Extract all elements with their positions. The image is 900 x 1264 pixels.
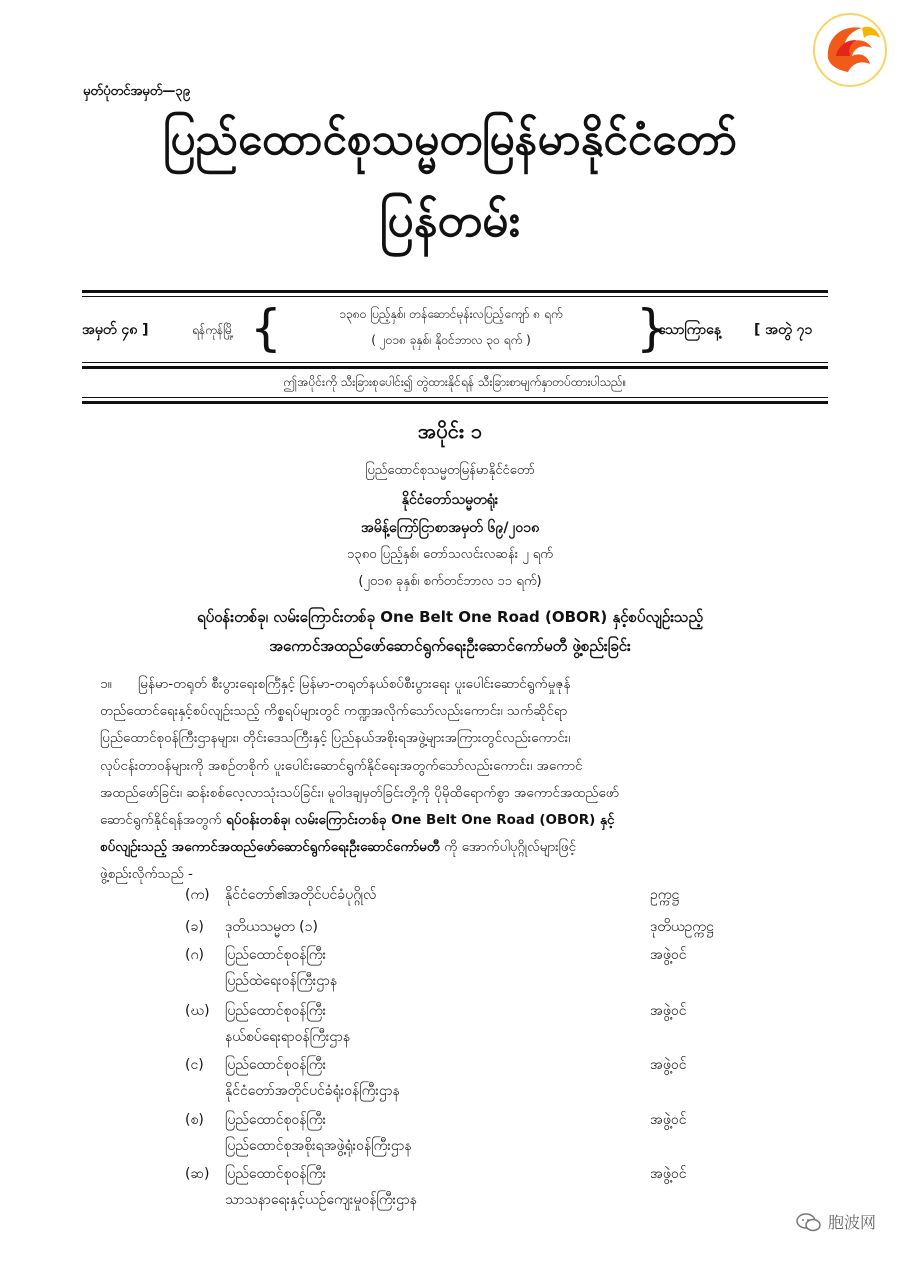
member-role: အဖွဲ့ဝင် (650, 947, 687, 963)
member-role: ဥက္ကဋ္ဌ (650, 887, 680, 903)
date-myanmar: ၁၃၈၀ ပြည့်နှစ်၊ တန်ဆောင်မုန်းလပြည့်ကျော် ၈ ရက် (339, 307, 563, 321)
member-label: (စ) (185, 1112, 204, 1128)
member-title: ပြည်ထောင်စုဝန်ကြီး (225, 947, 327, 963)
issue-number: အမှတ် ၄၈ ] (82, 322, 149, 338)
rule-top-thick (82, 290, 828, 293)
member-title: ပြည်ထောင်စုဝန်ကြီး (225, 1003, 327, 1019)
member-label: (င) (185, 1057, 204, 1073)
member-ministry: နိုင်ငံတော်အတိုင်ပင်ခံရုံးဝန်ကြီးဌာန (225, 1083, 400, 1099)
paragraph-bold-text: စပ်လျဉ်းသည့် အကောင်အထည်ဖော်ဆောင်ရွက်ရေးဦးဆောင်ကော်မတီ (100, 839, 440, 856)
date-gregorian: ( ၂၀၁၈ ခုနှစ်၊ နိုဝင်ဘာလ ၃၀ ရက် ) (371, 333, 531, 347)
paragraph-line: လုပ်ငန်းတာဝန်များကို အစဉ်တစိုက် ပူးပေါင်းဆောင်ရွက်နိုင်ရေးအတွက်သော်လည်းကောင်း၊ အကောင် (100, 757, 583, 774)
member-title: နိုင်ငံတော်၏အတိုင်ပင်ခံပုဂ္ဂိုလ် (225, 887, 377, 903)
member-role: အဖွဲ့ဝင် (650, 1057, 687, 1073)
paragraph-bold-text: ရပ်ဝန်းတစ်ခု၊ လမ်းကြောင်းတစ်ခု One Belt One Road (OBOR) နှင့် (226, 812, 615, 829)
gazette-title: ပြည်ထောင်စုသမ္မတမြန်မာနိုင်ငံတော် (162, 114, 738, 165)
gazette-subtitle: ပြန်တမ်း (379, 193, 521, 247)
member-ministry: ပြည်ထောင်စုအစိုးရအဖွဲ့ရုံးဝန်ကြီးဌာန (225, 1138, 412, 1154)
paragraph-line: ဖွဲ့စည်းလိုက်သည် - (100, 866, 193, 883)
left-brace: { (250, 299, 282, 357)
document-title-line2: အကောင်အထည်ဖော်ဆောင်ရွက်ရေးဦးဆောင်ကော်မတီ ဖွဲ့စည်းခြင်း (269, 637, 631, 655)
paragraph-line: ကို အောက်ပါပုဂ္ဂိုလ်များဖြင့် (444, 839, 577, 856)
member-role: အဖွဲ့ဝင် (650, 1003, 687, 1019)
paragraph-1 (100, 671, 800, 889)
member-label: (ဂ) (185, 947, 204, 963)
member-title: ပြည်ထောင်စုဝန်ကြီး (225, 1166, 327, 1182)
separate-page-notice: ဤအပိုင်းကို သီးခြားစုပေါင်း၍ တွဲထားနိုင်ရန် သီးခြားစာမျက်နှာတပ်ထားပါသည်။ (283, 375, 627, 389)
registration-number: မှတ်ပုံတင်အမှတ်—၃၉ (83, 84, 191, 99)
paragraph-number: ၁။ (100, 676, 112, 692)
rule-mid-thin (82, 362, 828, 363)
member-label: (ဃ) (185, 1003, 210, 1019)
document-title-line1: ရပ်ဝန်းတစ်ခု၊ လမ်းကြောင်းတစ်ခု One Belt One Road (OBOR) နှင့်စပ်လျဉ်းသည့် (196, 608, 704, 626)
paragraph-line: အထည်ဖော်ခြင်း၊ ဆန်းစစ်လေ့လာသုံးသပ်ခြင်း၊ မူဝါဒချမှတ်ခြင်းတို့ကို ပိုမိုထိရောက်စွာ အကောင်အထည်ဖော် (100, 784, 620, 801)
member-role: ဒုတိယဥက္ကဋ္ဌ (650, 919, 714, 935)
member-title: ဒုတိယသမ္မတ (၁) (225, 919, 318, 935)
member-role: အဖွဲ့ဝင် (650, 1112, 687, 1128)
heading-order-number: အမိန့်ကြော်ငြာစာအမှတ် ၆၉/၂၀၁၈ (360, 520, 540, 536)
member-ministry: ပြည်ထဲရေးဝန်ကြီးဌာန (225, 973, 338, 989)
member-label: (က) (185, 887, 210, 903)
paragraph-line: တည်ထောင်ရေးနှင့်စပ်လျဉ်းသည့် ကိစ္စရပ်များတွင် ကဏ္ဍအလိုက်သော်လည်းကောင်း၊ သက်ဆိုင်ရာ (100, 703, 568, 720)
member-title: ပြည်ထောင်စုဝန်ကြီး (225, 1112, 327, 1128)
phoenix-logo-icon (808, 8, 892, 92)
heading-state: ပြည်ထောင်စုသမ္မတမြန်မာနိုင်ငံတော် (365, 463, 535, 478)
rule-bottom-thin (82, 397, 828, 398)
member-ministry: သာသနာရေးနှင့်ယဉ်ကျေးမှုဝန်ကြီးဌာန (225, 1192, 417, 1208)
volume-number: [ အတွဲ ၇၁ (754, 322, 813, 338)
weekday: သောကြာနေ့ (658, 322, 721, 338)
heading-date-myanmar: ၁၃၈၀ ပြည့်နှစ်၊ တော်သလင်းလဆန်း ၂ ရက် (347, 547, 553, 562)
member-label: (ခ) (185, 919, 204, 935)
member-ministry: နယ်စပ်ရေးရာဝန်ကြီးဌာန (225, 1029, 351, 1045)
rule-mid-thick (82, 366, 828, 369)
heading-office: နိုင်ငံတော်သမ္မတရုံး (401, 492, 499, 508)
rule-top-thin (82, 296, 828, 297)
rule-bottom-thick (82, 401, 828, 404)
watermark-text: 胞波网 (827, 1212, 876, 1232)
member-role: အဖွဲ့ဝင် (650, 1166, 687, 1182)
paragraph-line: ပြည်ထောင်စုဝန်ကြီးဌာနများ၊ တိုင်းဒေသကြီးနှင့် ပြည်နယ်အစိုးရအဖွဲ့များအကြားတွင်လည်းကောင်း၊ (100, 730, 571, 747)
member-title: ပြည်ထောင်စုဝန်ကြီး (225, 1057, 327, 1073)
watermark (796, 1210, 876, 1235)
right-brace: } (636, 299, 668, 357)
member-label: (ဆ) (185, 1166, 210, 1182)
part-heading: အပိုင်း ၁ (417, 419, 483, 443)
paragraph-line: ဆောင်ရွက်နိုင်ရန်အတွက် (100, 812, 222, 829)
heading-date-gregorian: (၂၀၁၈ ခုနှစ်၊ စက်တင်ဘာလ ၁၁ ရက်) (358, 574, 542, 589)
masthead (82, 300, 828, 360)
wechat-icon (796, 1212, 822, 1234)
paragraph-line: မြန်မာ-တရုတ် စီးပွားရေးစင်္ကြံနှင့် မြန်မာ-တရုတ်နယ်စပ်စီးပွားရေး ပူးပေါင်းဆောင်ရွက်မှုဇုန် (138, 676, 571, 692)
city-name: ရန်ကုန်မြို့ (192, 323, 234, 337)
